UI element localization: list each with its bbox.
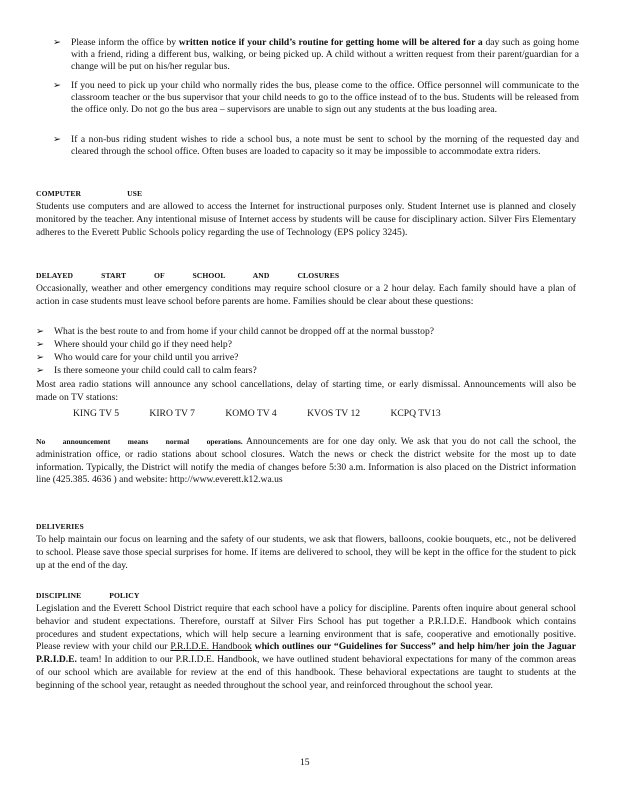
list-item: ➢ Please inform the office by written notice if your child’s routine for getting home will be altered for a day such as going home with a friend, riding a different bus, walking, or being picked up. A child without a written request from their parent/guardian for a change will be put on his/her regular bus. [53, 37, 579, 73]
arrow-bullet-icon: ➢ [36, 365, 45, 376]
arrow-bullet-icon: ➢ [36, 339, 45, 350]
tv-station: KIRO TV 7 [149, 408, 195, 419]
list-item: ➢ Who would care for your child until you arrive? [36, 352, 239, 363]
section-heading-deliveries: DELIVERIES [36, 522, 84, 531]
list-item: ➢ Where should your child go if they need help? [36, 339, 232, 350]
arrow-bullet-icon: ➢ [36, 326, 45, 337]
section-heading-delayed-start: DELAYED START OF SCHOOL AND CLOSURES [36, 271, 340, 280]
list-item: ➢ If a non-bus riding student wishes to ride a school bus, a note must be sent to school by the morning of the requested day and cleared through the school office. Often buses are loaded to capacity so it may be impossible to accommodate extra riders. [53, 134, 579, 158]
arrow-bullet-icon: ➢ [53, 80, 62, 91]
section-heading-computer-use: COMPUTER USE [36, 189, 143, 198]
pride-handbook-title: P.R.I.D.E. Handbook [170, 641, 252, 653]
computer-use-paragraph: Students use computers and are allowed to access the Internet for instructional purposes only. Student Internet use is planned and closely monitored by the teacher. Any intentional misuse of Internet access by students will be cause for disciplinary action. Silver Firs Elementary adheres to the Everett Public Schools policy regarding the use of Technology (EPS policy 3245). [36, 201, 576, 238]
no-announcement-heading: No announcement means normal operations. [36, 437, 243, 446]
no-announcement-paragraph: No announcement means normal operations. Announcements are for one day only. We ask that you do not call the school, the administration office, or radio stations about school closures. Watch the news or check the district website for the most up to date information. Typically, the District will notify the media of changes before 5:30 a.m. Information is also placed on the District information line (425.385. 4636 ) and website: http://www.everett.k12.wa.us [36, 436, 577, 486]
list-item: ➢ Is there someone your child could call to calm fears? [36, 365, 257, 376]
arrow-bullet-icon: ➢ [36, 352, 45, 363]
list-item: ➢ What is the best route to and from home if your child cannot be dropped off at the normal busstop? [36, 326, 435, 337]
tv-station: KCPQ TV13 [390, 408, 441, 419]
arrow-bullet-icon: ➢ [53, 134, 62, 145]
arrow-bullet-icon: ➢ [53, 37, 62, 48]
discipline-policy-paragraph: Legislation and the Everett School District require that each school have a policy for discipline. Parents often inquire about general school behavior and student expectations. Therefore, ourstaff at Silver Firs School has put together a P.R.I.D.E. Handbook which contains procedures and student expectations, which will help secure a learning environment that is safe, cooperative and emotionally positive. Please review with your child our P.R.I.D.E. Handbook which outlines our “Guidelines for Success” and help him/her join the Jaguar P.R.I.D.E. team! In addition to our P.R.I.D.E. Handbook, we have outlined student behavioral expectations for many of the common areas of our school which are available for review at the end of this handbook. These behavioral expectations are taught to students at the beginning of the school year, retaught as needed throughout the school year, and reinforced throughout the school year. [36, 603, 576, 691]
tv-station: KOMO TV 4 [225, 408, 277, 419]
radio-stations-paragraph: Most area radio stations will announce any school cancellations, delay of starting time, or early dismissal. Announcements will also be made on TV stations: [36, 379, 576, 403]
page-number: 15 [300, 757, 310, 768]
tv-station: KVOS TV 12 [307, 408, 361, 419]
deliveries-paragraph: To help maintain our focus on learning and the safety of our students, we ask that flowers, balloons, cookie bouquets, etc., not be delivered to school. Please save those special surprises for home. If items are delivered to school, they will be kept in the office for the student to pick up at the end of the day. [36, 534, 576, 571]
tv-station: KING TV 5 [73, 408, 120, 419]
delayed-start-paragraph: Occasionally, weather and other emergency conditions may require school closure or a 2 hour delay. Each family should have a plan of action in case students must leave school before parents are home. Families should be clear about these questions: [36, 283, 576, 307]
tv-stations-list [73, 408, 469, 420]
list-item: ➢ If you need to pick up your child who normally rides the bus, please come to the office. Office personnel will communicate to the classroom teacher or the bus supervisor that your child needs to go to the office instead of to the bus. Students will be released from the office only. Do not go the bus area – supervisors are unable to sign out any students at the bus loading area. [53, 80, 579, 116]
section-heading-discipline-policy: DISCIPLINE POLICY [36, 591, 140, 600]
